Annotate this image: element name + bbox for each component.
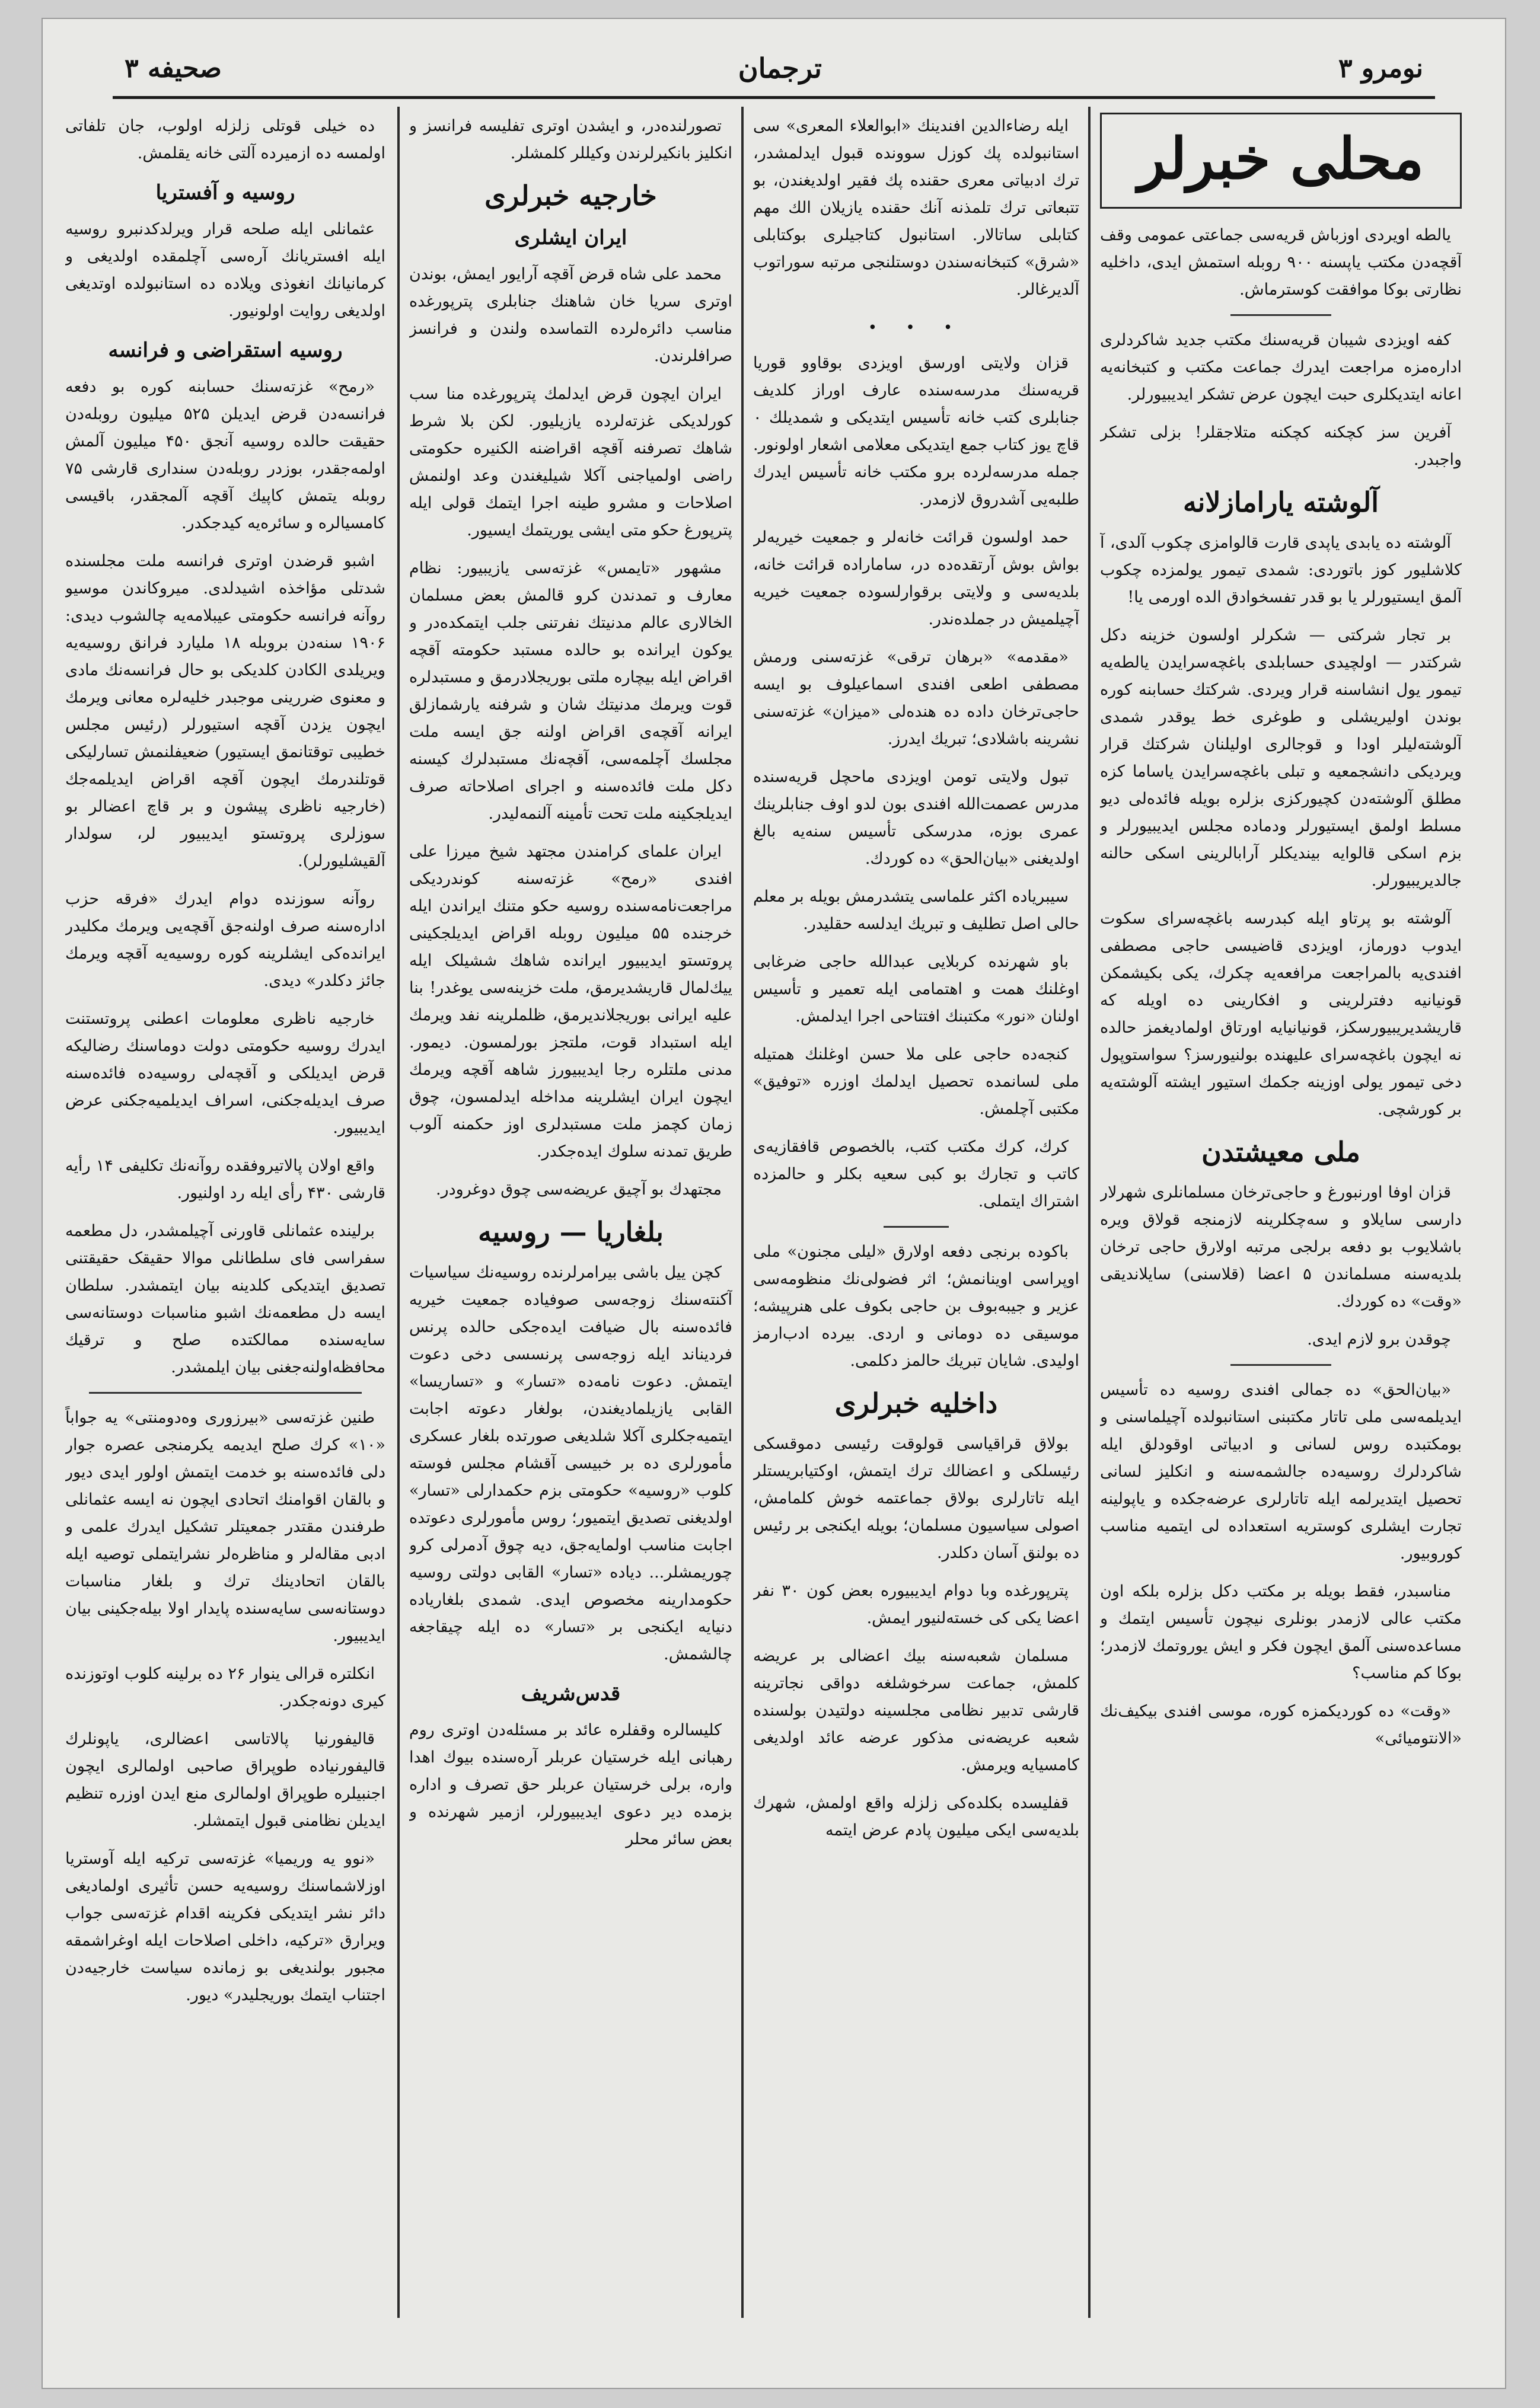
page-header (125, 41, 1423, 95)
article-paragraph: یالطه اویردی اوزباش قریه‌سی جماعتی عمومی وقف آقچه‌دن مکتب یاپسنه ۹۰۰ روبله استمش ایدی، داخلیه نظارتی بوکا موافقت کوسترماش. (1100, 226, 1462, 299)
article-paragraph: آلوشته بو پرتاو ایله کبدرسه باغچه‌سرای سکوت ایدوب دورماز، اویزدی قاضیسی حاجی مصطفی افندی‌یه بالمراجعت مرافعه‌یه چکرك، یکی بکیشمكن قونیانیه دفترلرینی و افکارینی ده اویله که قاریشدیریبیورسکز، قونیانیایه اورتاق اولمادیغمز حالده نه ایچون باغچه‌سرای علیهنده بولنیورسز؟ سواستوپول دخی تیمور یولی اوزینه جکمك استیور ایشته آلوشته‌یه بر کورشچی. (1100, 909, 1462, 1119)
article-paragraph: طنین غزته‌سی «بیرزوری وه‌دومنتی» یه جواباً «۱۰» کرك صلح ایدیمه یکرمنجی عصره جوار دلی فائده‌سنه بو خدمت ایتمش اولور ایدی دیور و بالقان اقوامنك اتحادی ایچون نه ایسه عثمانلی طرفندن مقتدر جمعیتلر تشکیل ایدرك علمی و ادبی مقاله‌لر و مناظره‌لر نشر‌ایتملی توصیه ایله بالقان اتحادینك ترك و بلغار مناسبات دوستانه‌سی سایه‌سنده پایدار اولا بیله‌جکینی بیان ایدیبیور. (65, 1409, 385, 1645)
section-heading: داخلیه خبرلری (834, 1387, 998, 1419)
article-paragraph: ده خیلی قوتلی زلزله اولوب، جان تلفاتی اولمسه ده ازمیرده آلتی خانه یقلمش. (65, 117, 385, 162)
article-paragraph: سیبریاده اکثر علماسی یتشدرمش بویله بر معلم حالی اصل تطلیف و تبریك ایدلسه حقلیدر. (753, 887, 1079, 933)
article-paragraph: چوقدن برو لازم ایدی. (1307, 1330, 1451, 1349)
masthead-title: محلی خبرلر (1137, 125, 1424, 192)
article-paragraph: مجتهدك بو آچیق عریضه‌سی چوق دوغرودر. (435, 1180, 722, 1199)
sub-heading: روسیه و آفستریا (155, 181, 295, 205)
article-paragraph: باکوده برنجی دفعه اولارق «لیلی مجنون» ملی اوپراسی اوینانمش؛ اثر فضولی‌نك منظومه‌سی عزیر و جیبه‌بوف بن حاجی بکوف علی هنرپیشه؛ موسیقی ده دومانی و اردی. بیرده ادب‌ارمز اولیدی. شایان تبریك حالمز دکلمی. (753, 1243, 1079, 1370)
section-heading: آلوشته یارامازلانه (1182, 486, 1379, 518)
sub-heading: ایران ایشلری (514, 226, 627, 250)
page-label: صحیفه ۳ (125, 53, 222, 84)
column-news-4 (65, 113, 385, 2353)
divider (1230, 1364, 1331, 1366)
article-paragraph: «رمح» غزته‌سنك حسابنه کوره بو دفعه فرانسه‌دن قرض ایدیلن ۵۲۵ میلیون روبله‌دن حقیقت حالده روسیه آنجق ۴۵۰ میلیون آلمش اولمه‌جقدر، بوزدر روبله‌دن سنداری قارشی ۷۵ روبله یتمش کاپیك آقچه آلمجقدر، باقیسی کامسیالره و سائره‌یه کیدجکدر. (65, 378, 385, 532)
article-paragraph: مسلمان شعبه‌سنه بیك اعضالی بر عریضه کلمش، جماعت سرخوشلغه دواقی نجاترینه قارشی تدبیر نظامی مجلسینه دولتیدن بولسنده شعبه عریضه‌نی مذکور عرضه عائد اولدیغی کامسیایه ویرمش. (753, 1647, 1079, 1774)
issue-number: نومرو ۳ (1338, 53, 1423, 84)
article-paragraph: مناسبدر، فقط بویله بر مکتب دکل بزلره بلکه اون مکتب عالی لازمدر بونلری نیچون تأسیس ایتمك و مساعده‌سنی آلمق ایچون فکر و ایش یوروتمك لازمدر؛ بوکا کم مناسب؟ (1100, 1582, 1462, 1682)
sub-heading: قدس‌شریف (521, 1682, 621, 1706)
article-paragraph: قزان اوفا اورنبورغ و حاجی‌ترخان مسلمانلری شهرلار دارسی سایلاو و سه‌چکلرینه لازمنجه قولاق ویره باشلایوب بو دفعه برلجی مرتبه اولارق حاجی ترخان بلدیه‌سنه مسلماندن ۵ اعضا (قلاسنی) سایلاندیقی «وقت» ده کوردك. (1100, 1183, 1462, 1311)
article-paragraph: خارجیه ناظری معلومات اعطنی پروتستنت ایدرك روسیه حکومتی دولت دوماسنك رضالیکه قرض ایدیلکی و آقچه‌لی روسیه‌ده فائده‌سنه صرف ایدیله‌جکنی، اسراف ایدیلمیه‌جکنی عرض ایدیبیور. (65, 1010, 385, 1137)
article-paragraph: پترپورغده وبا دوام ایدیبیوره بعض کون ۳۰ نفر اعضا یکی کی خسته‌لنیور ایمش. (753, 1582, 1079, 1627)
column-rule (741, 107, 744, 2318)
article-paragraph: حمد اولسون قرائت خانه‌لر و جمعیت خیریه‌لر بواش بوش آرتقده‌ده در، ساماراده قرائت خانه، بلدیه‌سی و ولایتی برقوارلسوده جمعیت خیریه آچیلمیش در جملده‌ندر. (753, 528, 1079, 628)
article-paragraph: محمد علی شاه قرض آقچه آرایور ایمش، بوندن اوتری سریا خان شاهنك جنابلری پترپورغده مناسب دائره‌لرده التماسده ولندن و فرانسز صرافلرندن. (409, 265, 732, 365)
article-paragraph: کرك، کرك مکتب کتب، بالخصوص قافقازیه‌ی کاتب و تجارك بو کبی سعیه بکلر و حالمزده اشتراك ایتملی. (753, 1138, 1079, 1211)
article-paragraph: مشهور «تایمس» غزته‌سی یازیبیور: نظام معارف و تمدندن کرو قالمش بعض مسلمان الخالاری عالم مدنیتك نفرتنی جلب ایتمکده‌در و یوکون ایرانده بو حالده مستبد حکومته آقچه اقراض ایله بیچاره ملتی بوریجلادرمق و مستبدلره قوت ویرمك مدنیتك شان و شرفنه یارشمازلق ایرانه آقچه‌ی اقراض اولنه جق ایسه ملت مجلسك آچلمه‌سی، آقچه‌نك مستبدلرك کیسنه دکل ملت فائده‌سنه و اجرای اصلاحاته صرف ایدیلجکینه ملت تحت تأمینه آلنمه‌لیدر. (409, 559, 732, 823)
article-paragraph: آلوشته ده یابدی یاپدی قارت قالوامزی چکوب آلدی، آ کلاشلیور کوز باتوردی: شمدی تیمور یولمزده چکوب آلمق ایستیورلر یا بو قدر تفسخوادق الده اورمی یا! (1100, 534, 1462, 606)
article-paragraph: کچن ییل باشی بیرامرلرنده روسیه‌نك سیاسیات آکنته‌سنك زوجه‌سی صوفیاده جمعیت خیریه فائده‌سنه بال ضیافت ایده‌جکی حالده پرنس فردیناند ایله زوجه‌سی پرنسسی دخی دعوت ایتمش. دعوت نامه‌ده «تسار» و «تساریسا» القابی یازیلمادیغندن، بولغار دعوته اجابت ایتمیه‌جکلری آکلا شلدیغی صورتده بلغار عسکری مأمورلری ده بر خبیسی آقشام مجلس فوسته کلوب «روسیه» حکومتی بزم حکمدارلی «تسار» اولدیغنی تصدیق ایتمیور؛ روس مأمورلری دعوتده اجابت مناسب اولمایه‌جق، دیه چوق آدمرلی کرو چوریمشلر... دیاده «تسار» القابی دولتی روسیه حکومدارینه مخصوص ایدی. شمدی بلغاریاده دنیایه ایکنجی بر «تسار» ده ایله چیقاجغه چالشمش. (409, 1263, 732, 1663)
divider (1230, 314, 1331, 316)
article-paragraph: تبول ولایتی تومن اویزدی ماحچل قریه‌سنده مدرس عصمت‌الله افندی بون لدو اوف جنابلرینك عمری بوزه، مدرسکی تأسیس سنه‌یه بالغ اولدیغنی «بیان‌الحق» ده کوردك. (753, 768, 1079, 868)
divider (89, 1392, 362, 1394)
article-paragraph: عثمانلی ایله صلحه قرار ویرلدکدنبرو روسیه ایله افستریانك آره‌سی آچلمقده اولدیغی و کرمانیانك انغوذی ویلاده ده استانبولده اوتدیغی اولدیغی روایت اولونیور. (65, 220, 385, 320)
section-heading: بلغاریا — روسیه (478, 1216, 664, 1248)
article-paragraph: برلینده عثمانلی قاورنی آچیلمشدر، دل مطعمه سفراسی فای سلطانلی موالا حقیقک حقیقتنی تصدیق ایتدیکی کلدینه بیان ایتمشدر. سلطان ایسه دل مطعمه‌نك اشبو مناسبات دوستانه‌سی سایه‌سنده ممالکتده صلح و ترقیك محافظه‌اولنه‌جغنی بیان ایلمشدر. (65, 1222, 385, 1377)
column-local-news (1100, 113, 1462, 2353)
article-paragraph: ایران ایچون قرض ایدلمك پترپورغده منا سب کورلدیکی غزته‌لرده یازیلیور. لکن بلا شرط شاهك تصرفنه آقچه اقراضنه الکنیره حکومتی راضی اولمیاجنی آکلا شیلیغندن وعد اولنمش اصلاحات و مشرو طینه اجرا ایتمك قولی ایله پترپورغ حکو متی ایشی یوریتمك ایسیور. (409, 385, 732, 539)
article-paragraph: قزان ولایتی اورسق اویزدی بوقاوو قوریا قریه‌سنك مدرسه‌سنده عارف اوراز کلدیف جنابلری کتب خانه تأسیس ایتدیکی و شمدیلك ۰ قاچ یوز کتاب جمع ایتدیکی معلامی اشعار اولونور. جمله مدرسه‌لرده برو مکتب خانه تأسیس ایدرك طلبه‌یی آشدروق لازمدر. (753, 354, 1079, 509)
article-paragraph: کلیسالره وقفلره عائد بر مسئله‌دن اوتری روم رهبانی ایله خرستیان عربلر آره‌سنده بیوك اهدا واره، برلی خرستیان عربلر حق تصرف و اداره بزمده دیر دعوی ایدیبیورلر، ازمیر شهرنده و بعض سائر محلر (409, 1721, 732, 1848)
article-paragraph: آفرین سز کچکنه کچکنه متلاجقلر! بزلی تشکر واجبدر. (1100, 423, 1462, 469)
divider: • • • (868, 319, 965, 337)
article-paragraph: کفه اویزدی شیبان قریه‌سنك مکتب جدید شاکردلری اداره‌مزه مراجعت ایدرك جماعت مکتب و کتبخانه‌یه اعانه ایتدیکلری حبت ایچون عرض تشکر ایدیبیورلر. (1100, 331, 1462, 404)
column-foreign-news (409, 113, 732, 2353)
article-paragraph: بولاق قراقیاسی قولوقت رئیسی دموقسکی رئیسلکی و اعضالك ترك ایتمش، اوکتیابریستلر ایله تاتارلری بولاق جماعتمه خوش کلمامش، اصولی سیاسیون مسلمان؛ بویله ایکنجی بر رئیس ده بولنق آسان دکلدر. (753, 1435, 1079, 1562)
column-rule (397, 107, 400, 2318)
article-paragraph: روآنه سوزنده دوام ایدرك «فرقه حزب اداره‌سنه صرف اولنه‌جق آقچه‌یی ویرمك مکلیدر ایرانده‌کی ایشلرینه کوره روسیه‌یه آقچه ویرمك جائز دکلدر» دیدی. (65, 890, 385, 990)
newspaper-page (42, 18, 1506, 2389)
article-paragraph: باو شهرنده کربلایی عبدالله حاجی ضرغابی اوغلنك همت و اهتمامی ایله تعمیر و تأسیس اولنان «نور» مکتبنك افتتاحی اجرا ایدلمش. (753, 953, 1079, 1026)
article-paragraph: اشبو قرضدن اوتری فرانسه ملت مجلسنده شدتلی مؤاخذه اشیدلدی. میروکاندن موسیو روآنه فرانسه حکومتی عیبلامه‌یه چالشوب دیدی: ۱۹۰۶ سنه‌دن بروبله ۱۸ ملیارد فرانق روسیه‌یه ویریلدی الکادن کلدیکی بو حال فرانسه‌نك مادی و معنوی ضررینی موجبدر خلیه‌لره معانی ویرمك ایچون یزدن آقچه استیورلر (رئیس مجلس خطیبی توقتانمق ایستیور) ضعیفلنمش تسارلیکی قوتلندرمك ایچون آقچه اقراض ایدیلمه‌جك (خارجیه ناظری پیشون و بر قاچ اعضالر بو سوزلری پروتستو ایدیبیور لر، سولدار آلقیشلیورلر). (65, 552, 385, 870)
article-paragraph: «نوو یه وریمیا» غزته‌سی ترکیه ایله آوستریا اوزلاشماسنك روسیه‌یه حسن تأثیری اولمادیغی دائر نشر ایتدیکی فکرینه اقدام غزته‌سی جواب ویرارق «ترکیه، داخلی اصلاحات ایله اوغراشمقه مجبور بولندیغی بو زمانده سیاست خارجیه‌دن اجتناب ایتمك بوریجلیدر» دیور. (65, 1850, 385, 2004)
article-paragraph: «بیان‌الحق» ده جمالی افندی روسیه ده تأسیس ایدیلمه‌سی ملی تاتار مکتبنی استانبولده آچیلماسنی و بومکتبده روس لسانی و ادبیاتی اوقودلق ایله شاکردلرك روسیه‌ده جالشمه‌سنه و انکلیز لسانی تحصیل ایتدیرلمه ایله تاتارلری عرضه‌جکده و یاپولینه تجارت ایشلری کوستریه استعداده لی ایتمیه مناسب کوروبیور. (1100, 1381, 1462, 1563)
article-paragraph: قالیفورنیا پالاتاسی اعضالری، یاپونلرك قالیفورنیاده طوپراق صاحبی اولمالری ایچون اجنبیلره طوپراق اولمالری منع ایدن اوزره تنظیم ایدیلن نظامنی قبول ایتمشلر. (65, 1730, 385, 1830)
article-paragraph: ایران علمای کرامندن مجتهد شیخ میرزا علی افندی «رمح» غزته‌سنه کوندردیکی مراجعت‌نامه‌سنده روسیه حکو متنك ایراندن ایله خرجنده ۵۵ میلیون روبله اقراض ایدیلجکینی پروتستو ایدیبیور ایرانده شاهك ششیلک ایله ییك‌لمال قاریشدیرمق، ملت خزینه‌سی یوغدر! بنا علیه ایرانی بوریجلاندیرمق، ظلملرینه نفد ویرمك ایله استبداد قوت، ملتجز بورلمسون. دیمور. مدنی ملتلره رجا ایدیبیورز شاهه آقچه ویرمك ایچون ایران ایشلرینه مداخله ایدلمسون، چوق زمان کچمز ملت مستبدلری اوز حکمنه آلوب طریق تمدنه سلوك ایده‌جکدر. (409, 842, 732, 1161)
article-paragraph: تصورلنده‌در، و ایشدن اوتری تفلیسه فرانسز و انکلیز بانکیرلرندن وکیللر کلمشلر. (409, 117, 732, 162)
newspaper-title: ترجمان (738, 52, 822, 84)
sub-heading: روسیه استقراضی و فرانسه (108, 338, 343, 362)
article-paragraph: کنجه‌ده حاجی علی ملا حسن اوغلنك همتیله ملی لسانمده تحصیل ایدلمك اوزره «توفیق» مکتبی آچلمش. (753, 1045, 1079, 1118)
article-paragraph: «مقدمه» «برهان ترقی» غزته‌سنی ورمش مصطفی اطعی افندی اسماعیلوف بو ایسه حاجی‌ترخان داده ده هنده‌لی «میزان» غزته‌سنی نشرینه باشلادی؛ تبریك ایدرز. (753, 648, 1079, 748)
article-paragraph: «وقت» ده کوردیکمزه کوره، موسی افندی بیکیف‌نك «الانتومیائی» (1100, 1702, 1462, 1748)
section-heading: خارجیه خبرلری (484, 180, 657, 212)
article-paragraph: بر تجار شرکتی — شکرلر اولسون خزینه دکل شرکتدر — اولچیدی حسابلدی باغچه‌سرایدن یالطه‌یه تیمور یول انشاسنه قرار ویردی. شرکتك حسابنه کوره بوندن اولیریشلی و طوغری خط یوقدر شمدی آلوشته‌لیلر اودا و قوجالری اولیلنان شرکتك قرار ویردیکی دانشجمعیه و تبلی باغچه‌سرایدن یاساما کزه مطلق آلوشته‌دن کچیورکزی بزلره بویله فائده‌لی دیو مسلط اولمق ایستیورلر ودماده مجلس ایدیبیورلر و بزم اسکی قالوایه بیندیکلر آرابالرینی اسکی حالنه جالدیریبیورلر. (1100, 626, 1462, 890)
masthead-box (1100, 113, 1462, 209)
article-paragraph: انکلتره قرالی ینوار ۲۶ ده برلینه کلوب اوتوزنده کیری دونه‌جکدر. (65, 1665, 385, 1710)
column-rule (1088, 107, 1091, 2318)
divider (884, 1226, 949, 1228)
article-paragraph: قفلیسده بکلده‌کی زلزله واقع اولمش، شهرك بلدیه‌سی ایکی میلیون پادم عرض ایتمه (753, 1794, 1079, 1839)
article-paragraph: واقع اولان پالاتیروفقده روآنه‌نك تکلیفی ۱۴ رأیه قارشی ۴۳۰ رأی ایله رد اولنیور. (65, 1157, 385, 1202)
header-rule (113, 96, 1435, 99)
column-news-2 (753, 113, 1079, 2353)
section-heading: ملی معیشتدن (1201, 1136, 1360, 1168)
article-paragraph: ایله رضاء‌الدین افندینك «ابوالعلاء المعری» سی استانبولده پك کوزل سوونده قبول ایدلمشدر، ترك ادبیاتی معری حقنده پك فقیر اولدیغندن، بو تتبعاتی ترك تلمذنه آنك حقنده یازیلان الك مهم کتابلی ساتالار. استانبول کتاجیلری بوکتابلی «شرق» کتبخانه‌سندن دوستلنجی مرتبه سوراتوب آلدیرغالر. (753, 117, 1079, 299)
